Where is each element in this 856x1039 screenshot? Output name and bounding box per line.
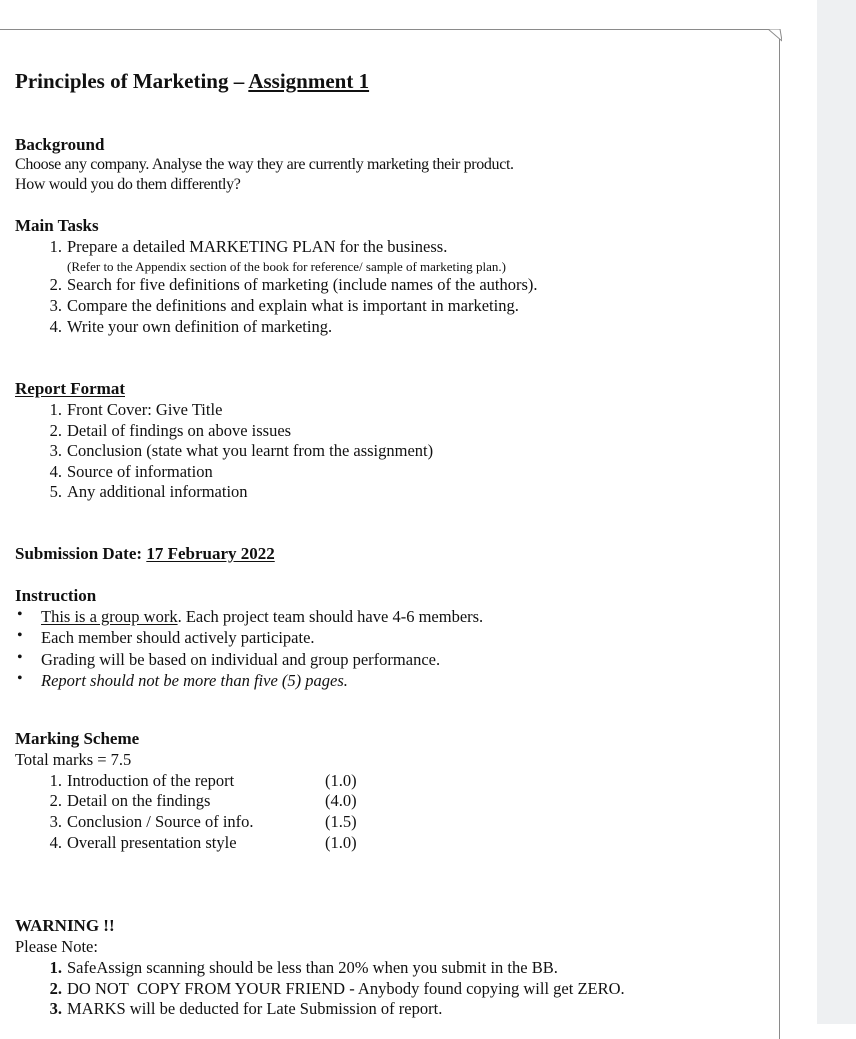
- warning-note: Please Note:: [15, 937, 98, 956]
- marking-scheme-heading: Marking Scheme: [15, 729, 140, 748]
- marking-value: (4.0): [325, 791, 357, 810]
- warning-heading: WARNING !!: [15, 916, 115, 935]
- warning-item: 2. DO NOT COPY FROM YOUR FRIEND - Anybody found copying will get ZERO.: [49, 979, 625, 998]
- background-heading: Background: [15, 135, 105, 154]
- list-item-note: (Refer to the Appendix section of the book for reference/ sample of marketing plan.): [67, 259, 506, 274]
- list-item: 4. Write your own definition of marketing.: [49, 317, 333, 336]
- list-item: 2. Search for five definitions of marketing (include names of the authors).: [49, 275, 538, 294]
- background-line: How would you do them differently?: [15, 176, 241, 193]
- list-item: 3. Conclusion (state what you learnt from the assignment): [49, 441, 434, 460]
- list-item: 2. Detail of findings on above issues: [49, 421, 292, 440]
- marking-value: (1.0): [325, 771, 357, 790]
- marking-value: (1.0): [325, 833, 357, 852]
- bullet-icon: •: [17, 606, 23, 623]
- marking-value: (1.5): [325, 812, 357, 831]
- marking-item: 2. Detail on the findings: [49, 791, 211, 810]
- bullet-icon: •: [17, 649, 23, 666]
- list-item: 5. Any additional information: [49, 482, 248, 501]
- warning-item: 3. MARKS will be deducted for Late Submission of report.: [49, 999, 443, 1018]
- background-line: Choose any company. Analyse the way they are currently marketing their product.: [15, 156, 514, 173]
- marking-item: 4. Overall presentation style: [49, 833, 237, 852]
- list-item: 1. Prepare a detailed MARKETING PLAN for the business.: [49, 237, 448, 256]
- submission-date: [15, 544, 275, 564]
- warning-item: 1. SafeAssign scanning should be less than 20% when you submit in the BB.: [49, 958, 558, 977]
- page-title: Principles of Marketing – Assignment 1: [15, 69, 370, 93]
- instruction-item: Report should not be more than five (5) pages.: [41, 671, 348, 690]
- page-corner-fold-icon: [768, 29, 782, 43]
- list-item: 1. Front Cover: Give Title: [49, 400, 223, 419]
- assignment-number: Assignment 1: [248, 69, 370, 93]
- marking-item: 1. Introduction of the report: [49, 771, 235, 790]
- list-item: 4. Source of information: [49, 462, 213, 481]
- instruction-heading: Instruction: [15, 586, 97, 605]
- instruction-item: This is a group work. Each project team should have 4-6 members.: [41, 607, 484, 626]
- side-panel: [817, 0, 856, 1024]
- bullet-icon: •: [17, 670, 23, 687]
- total-marks: Total marks = 7.5: [15, 750, 132, 769]
- main-tasks-heading: Main Tasks: [15, 216, 99, 235]
- list-item: 3. Compare the definitions and explain what is important in marketing.: [49, 296, 519, 315]
- instruction-item: Grading will be based on individual and group performance.: [41, 650, 441, 669]
- bullet-icon: •: [17, 627, 23, 644]
- instruction-item: Each member should actively participate.: [41, 628, 315, 647]
- submission-label: Submission Date:: [15, 544, 147, 563]
- marking-item: 3. Conclusion / Source of info.: [49, 812, 254, 831]
- report-format-heading: Report Format: [15, 379, 125, 398]
- submission-date-value: 17 February 2022: [146, 544, 275, 563]
